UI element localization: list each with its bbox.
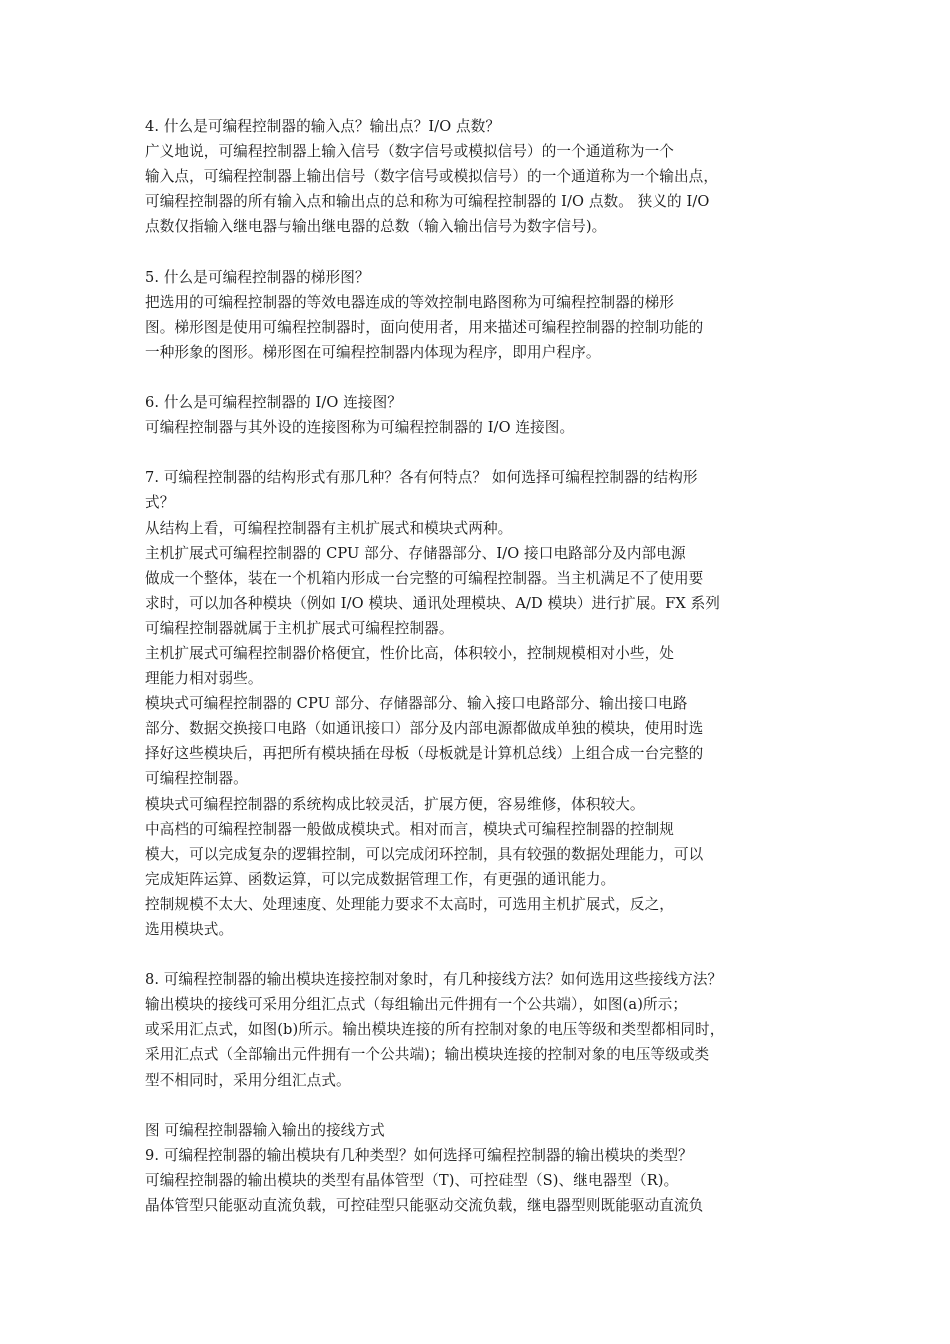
text-line: 主机扩展式可编程控制器价格便宜，性价比高，体积较小，控制规模相对小些，处 [145, 644, 674, 662]
text-line: 控制规模不太大、处理速度、处理能力要求不太高时，可选用主机扩展式，反之， [145, 895, 674, 913]
text-line: 广义地说，可编程控制器上输入信号（数字信号或模拟信号）的一个通道称为一个 [145, 143, 674, 161]
text-line: 选用模块式。 [145, 921, 234, 938]
text-line: 模大，可以完成复杂的逻辑控制，可以完成闭环控制，具有较强的数据处理能力，可以 [145, 845, 704, 863]
text-line: 4. 什么是可编程控制器的输入点？输出点？I/O 点数？ [145, 118, 501, 135]
text-line: 或采用汇点式，如图(b)所示。输出模块连接的所有控制对象的电压等级和类型都相同时， [145, 1021, 725, 1039]
text-line: 可编程控制器与其外设的连接图称为可编程控制器的 I/O 连接图。 [145, 419, 575, 437]
document-page [145, 114, 810, 1218]
text-line: 择好这些模块后，再把所有模块插在母板（母板就是计算机总线）上组合成一台完整的 [145, 745, 704, 763]
text-line: 从结构上看，可编程控制器有主机扩展式和模块式两种。 [145, 519, 513, 537]
text-line: 9. 可编程控制器的输出模块有几种类型？如何选择可编程控制器的输出模块的类型？ [145, 1146, 693, 1164]
text-line: 中高档的可编程控制器一般做成模块式。相对而言，模块式可编程控制器的控制规 [145, 820, 674, 838]
text-line: 型不相同时，采用分组汇点式。 [145, 1071, 351, 1089]
text-line: 图。梯形图是使用可编程控制器时，面向使用者，用来描述可编程控制器的控制功能的 [145, 318, 704, 336]
text-line: 可编程控制器的所有输入点和输出点的总和称为可编程控制器的 I/O 点数。 狭义的 I/O [145, 193, 710, 211]
text-line: 主机扩展式可编程控制器的 CPU 部分、存储器部分、I/O 接口电路部分及内部电源 [145, 544, 686, 562]
text-line: 可编程控制器。 [145, 770, 248, 788]
blank-line [145, 365, 810, 390]
blank-line [145, 1093, 810, 1118]
text-line: 做成一个整体，装在一个机箱内形成一台完整的可编程控制器。当主机满足不了使用要 [145, 569, 704, 587]
text-line: 晶体管型只能驱动直流负载，可控硅型只能驱动交流负载，继电器型则既能驱动直流负 [145, 1197, 704, 1215]
text-line: 点数仅指输入继电器与输出继电器的总数（输入输出信号为数字信号)。 [145, 218, 607, 236]
text-line: 6. 什么是可编程控制器的 I/O 连接图？ [145, 394, 403, 412]
text-line: 求时，可以加各种模块（例如 I/O 模块、通讯处理模块、A/D 模块）进行扩展。FX 系列 [145, 594, 720, 612]
text-line: 理能力相对弱些。 [145, 670, 263, 688]
text-line: 完成矩阵运算、函数运算，可以完成数据管理工作，有更强的通讯能力。 [145, 870, 616, 888]
text-line: 采用汇点式（全部输出元件拥有一个公共端)；输出模块连接的控制对象的电压等级或类 [145, 1046, 710, 1064]
text-line: 输入点，可编程控制器上输出信号（数字信号或模拟信号）的一个通道称为一个输出点， [145, 168, 719, 186]
blank-line [145, 239, 810, 264]
text-line: 8. 可编程控制器的输出模块连接控制对象时，有几种接线方法？如何选用这些接线方法？ [145, 971, 723, 989]
text-line: 5. 什么是可编程控制器的梯形图？ [145, 268, 370, 286]
text-line: 把选用的可编程控制器的等效电器连成的等效控制电路图称为可编程控制器的梯形 [145, 293, 674, 311]
text-line: 可编程控制器就属于主机扩展式可编程控制器。 [145, 619, 454, 637]
text-line: 模块式可编程控制器的 CPU 部分、存储器部分、输入接口电路部分、输出接口电路 [145, 695, 688, 713]
text-line: 输出模块的接线可采用分组汇点式（每组输出元件拥有一个公共端），如图(a)所示； [145, 996, 688, 1014]
text-line: 7. 可编程控制器的结构形式有那几种？各有何特点？ 如何选择可编程控制器的结构形 [145, 469, 698, 487]
text-line: 一种形象的图形。梯形图在可编程控制器内体现为程序，即用户程序。 [145, 343, 601, 361]
text-line: 图 可编程控制器输入输出的接线方式 [145, 1121, 385, 1139]
text-line: 式？ [145, 494, 175, 512]
text-line: 模块式可编程控制器的系统构成比较灵活，扩展方便，容易维修，体积较大。 [145, 795, 645, 813]
text-line: 可编程控制器的输出模块的类型有晶体管型（T)、可控硅型（S)、继电器型（R)。 [145, 1171, 679, 1189]
blank-line [145, 942, 810, 967]
text-line: 部分、数据交换接口电路（如通讯接口）部分及内部电源都做成单独的模块，使用时选 [145, 720, 704, 738]
blank-line [145, 440, 810, 465]
